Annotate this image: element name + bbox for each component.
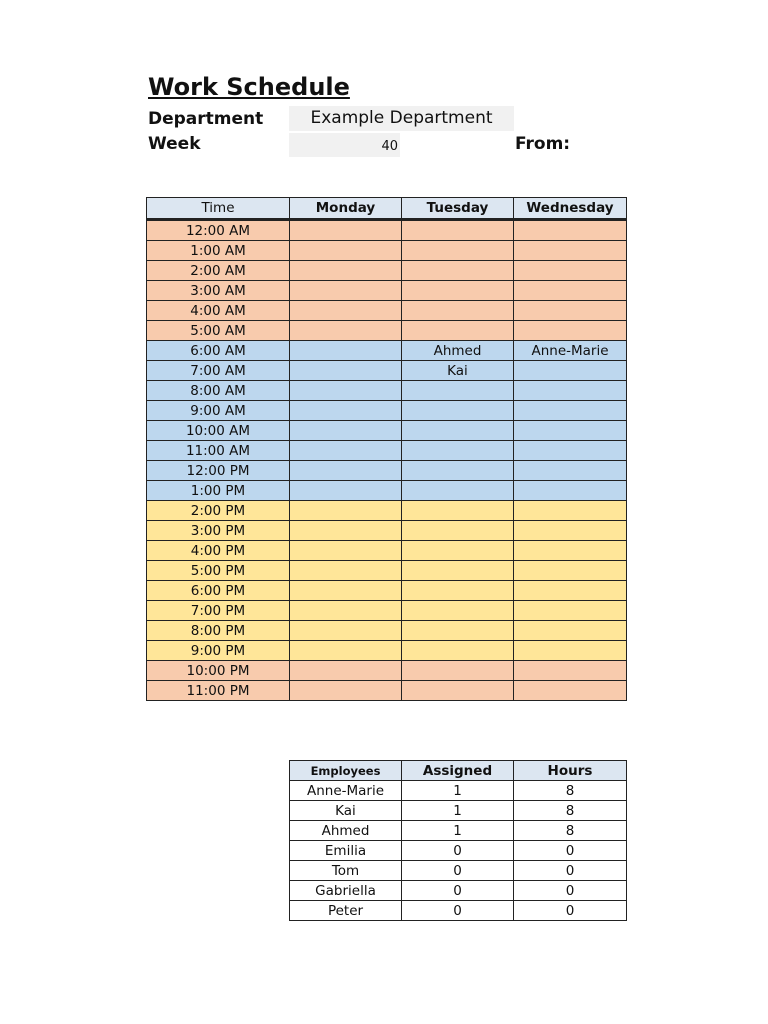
hours-cell: 0: [514, 881, 627, 901]
time-cell: 10:00 AM: [147, 421, 290, 441]
shift-cell-tuesday[interactable]: [402, 641, 514, 661]
column-header-hours: Hours: [514, 761, 627, 781]
hours-cell: 8: [514, 821, 627, 841]
employees-table: [289, 760, 627, 921]
shift-cell-wednesday[interactable]: [514, 661, 627, 681]
employee-row: [290, 801, 627, 821]
schedule-row: [147, 501, 627, 521]
column-header-employees: Employees: [290, 761, 402, 781]
shift-cell-tuesday[interactable]: [402, 581, 514, 601]
assigned-cell: 0: [402, 861, 514, 881]
page-title: Work Schedule: [148, 73, 350, 101]
week-field[interactable]: 40: [289, 133, 400, 157]
shift-cell-wednesday[interactable]: [514, 561, 627, 581]
shift-cell-monday[interactable]: [290, 341, 402, 361]
employee-name-cell: Tom: [290, 861, 402, 881]
week-label: Week: [148, 134, 201, 154]
time-cell: 2:00 PM: [147, 501, 290, 521]
employee-name-cell: Peter: [290, 901, 402, 921]
shift-cell-wednesday[interactable]: [514, 481, 627, 501]
hours-cell: 0: [514, 841, 627, 861]
employee-row: [290, 781, 627, 801]
schedule-row: [147, 481, 627, 501]
shift-cell-wednesday[interactable]: [514, 241, 627, 261]
schedule-row: [147, 541, 627, 561]
shift-cell-monday[interactable]: [290, 220, 402, 241]
shift-cell-wednesday[interactable]: [514, 681, 627, 701]
schedule-row: [147, 261, 627, 281]
employee-row: [290, 901, 627, 921]
time-cell: 8:00 AM: [147, 381, 290, 401]
schedule-row: [147, 661, 627, 681]
shift-cell-monday[interactable]: [290, 401, 402, 421]
shift-cell-monday[interactable]: [290, 561, 402, 581]
schedule-row: [147, 361, 627, 381]
shift-cell-monday[interactable]: [290, 581, 402, 601]
shift-cell-tuesday[interactable]: [402, 541, 514, 561]
column-header-time: Time: [147, 198, 290, 220]
shift-cell-monday[interactable]: [290, 241, 402, 261]
shift-cell-monday[interactable]: [290, 261, 402, 281]
shift-cell-monday[interactable]: [290, 381, 402, 401]
shift-cell-tuesday[interactable]: Kai: [402, 361, 514, 381]
assigned-cell: 0: [402, 841, 514, 861]
schedule-row: [147, 601, 627, 621]
shift-cell-monday[interactable]: [290, 641, 402, 661]
shift-cell-tuesday[interactable]: [402, 220, 514, 241]
shift-cell-wednesday[interactable]: [514, 401, 627, 421]
shift-cell-wednesday[interactable]: [514, 301, 627, 321]
shift-cell-tuesday[interactable]: [402, 501, 514, 521]
employee-name-cell: Ahmed: [290, 821, 402, 841]
schedule-row: [147, 401, 627, 421]
employee-row: [290, 821, 627, 841]
schedule-row: [147, 681, 627, 701]
shift-cell-wednesday[interactable]: [514, 220, 627, 241]
shift-cell-wednesday[interactable]: [514, 361, 627, 381]
assigned-cell: 0: [402, 881, 514, 901]
schedule-row: [147, 220, 627, 241]
time-cell: 12:00 AM: [147, 220, 290, 241]
shift-cell-tuesday[interactable]: Ahmed: [402, 341, 514, 361]
time-cell: 3:00 PM: [147, 521, 290, 541]
column-header-monday: Monday: [290, 198, 402, 220]
shift-cell-tuesday[interactable]: [402, 561, 514, 581]
schedule-row: [147, 301, 627, 321]
schedule-row: [147, 321, 627, 341]
shift-cell-monday[interactable]: [290, 461, 402, 481]
schedule-row: [147, 521, 627, 541]
shift-cell-monday[interactable]: [290, 421, 402, 441]
shift-cell-tuesday[interactable]: [402, 301, 514, 321]
shift-cell-monday[interactable]: [290, 681, 402, 701]
shift-cell-wednesday[interactable]: [514, 621, 627, 641]
employee-name-cell: Gabriella: [290, 881, 402, 901]
time-cell: 5:00 AM: [147, 321, 290, 341]
shift-cell-wednesday[interactable]: [514, 501, 627, 521]
time-cell: 6:00 PM: [147, 581, 290, 601]
shift-cell-wednesday[interactable]: Anne-Marie: [514, 341, 627, 361]
time-cell: 4:00 PM: [147, 541, 290, 561]
schedule-row: [147, 621, 627, 641]
hours-cell: 8: [514, 801, 627, 821]
shift-cell-monday[interactable]: [290, 281, 402, 301]
time-cell: 3:00 AM: [147, 281, 290, 301]
shift-cell-tuesday[interactable]: [402, 281, 514, 301]
schedule-row: [147, 281, 627, 301]
column-header-tuesday: Tuesday: [402, 198, 514, 220]
shift-cell-tuesday[interactable]: [402, 261, 514, 281]
schedule-row: [147, 581, 627, 601]
shift-cell-monday[interactable]: [290, 321, 402, 341]
schedule-row: [147, 241, 627, 261]
time-cell: 11:00 AM: [147, 441, 290, 461]
department-field[interactable]: Example Department: [289, 106, 514, 131]
employee-name-cell: Anne-Marie: [290, 781, 402, 801]
time-cell: 1:00 PM: [147, 481, 290, 501]
employees-header-row: [290, 761, 627, 781]
shift-cell-tuesday[interactable]: [402, 621, 514, 641]
employee-row: [290, 881, 627, 901]
time-cell: 7:00 PM: [147, 601, 290, 621]
schedule-row: [147, 561, 627, 581]
shift-cell-tuesday[interactable]: [402, 401, 514, 421]
shift-cell-wednesday[interactable]: [514, 421, 627, 441]
schedule-row: [147, 461, 627, 481]
employee-name-cell: Kai: [290, 801, 402, 821]
shift-cell-monday[interactable]: [290, 621, 402, 641]
shift-cell-wednesday[interactable]: [514, 281, 627, 301]
shift-cell-tuesday[interactable]: [402, 461, 514, 481]
shift-cell-wednesday[interactable]: [514, 461, 627, 481]
shift-cell-monday[interactable]: [290, 501, 402, 521]
shift-cell-monday[interactable]: [290, 301, 402, 321]
time-cell: 4:00 AM: [147, 301, 290, 321]
employee-row: [290, 861, 627, 881]
schedule-row: [147, 641, 627, 661]
hours-cell: 8: [514, 781, 627, 801]
shift-cell-wednesday[interactable]: [514, 601, 627, 621]
shift-cell-monday[interactable]: [290, 361, 402, 381]
schedule-row: [147, 341, 627, 361]
assigned-cell: 0: [402, 901, 514, 921]
column-header-wednesday: Wednesday: [514, 198, 627, 220]
time-cell: 9:00 PM: [147, 641, 290, 661]
assigned-cell: 1: [402, 801, 514, 821]
shift-cell-wednesday[interactable]: [514, 441, 627, 461]
shift-cell-wednesday[interactable]: [514, 581, 627, 601]
shift-cell-wednesday[interactable]: [514, 541, 627, 561]
time-cell: 12:00 PM: [147, 461, 290, 481]
shift-cell-tuesday[interactable]: [402, 481, 514, 501]
shift-cell-wednesday[interactable]: [514, 261, 627, 281]
shift-cell-wednesday[interactable]: [514, 521, 627, 541]
shift-cell-wednesday[interactable]: [514, 321, 627, 341]
department-label: Department: [148, 109, 264, 129]
schedule-header-row: [147, 198, 627, 220]
time-cell: 7:00 AM: [147, 361, 290, 381]
shift-cell-tuesday[interactable]: [402, 661, 514, 681]
time-cell: 2:00 AM: [147, 261, 290, 281]
shift-cell-monday[interactable]: [290, 441, 402, 461]
time-cell: 8:00 PM: [147, 621, 290, 641]
shift-cell-monday[interactable]: [290, 541, 402, 561]
from-label: From:: [515, 134, 571, 154]
employee-row: [290, 841, 627, 861]
shift-cell-monday[interactable]: [290, 481, 402, 501]
time-cell: 10:00 PM: [147, 661, 290, 681]
shift-cell-monday[interactable]: [290, 601, 402, 621]
time-cell: 5:00 PM: [147, 561, 290, 581]
schedule-row: [147, 421, 627, 441]
time-cell: 9:00 AM: [147, 401, 290, 421]
assigned-cell: 1: [402, 821, 514, 841]
shift-cell-monday[interactable]: [290, 521, 402, 541]
schedule-table: [146, 197, 627, 701]
shift-cell-tuesday[interactable]: [402, 381, 514, 401]
shift-cell-tuesday[interactable]: [402, 421, 514, 441]
time-cell: 11:00 PM: [147, 681, 290, 701]
shift-cell-wednesday[interactable]: [514, 641, 627, 661]
shift-cell-tuesday[interactable]: [402, 241, 514, 261]
assigned-cell: 1: [402, 781, 514, 801]
shift-cell-tuesday[interactable]: [402, 441, 514, 461]
hours-cell: 0: [514, 861, 627, 881]
schedule-row: [147, 441, 627, 461]
shift-cell-monday[interactable]: [290, 661, 402, 681]
column-header-assigned: Assigned: [402, 761, 514, 781]
shift-cell-tuesday[interactable]: [402, 681, 514, 701]
hours-cell: 0: [514, 901, 627, 921]
shift-cell-wednesday[interactable]: [514, 381, 627, 401]
time-cell: 1:00 AM: [147, 241, 290, 261]
shift-cell-tuesday[interactable]: [402, 601, 514, 621]
schedule-row: [147, 381, 627, 401]
shift-cell-tuesday[interactable]: [402, 321, 514, 341]
employee-name-cell: Emilia: [290, 841, 402, 861]
shift-cell-tuesday[interactable]: [402, 521, 514, 541]
time-cell: 6:00 AM: [147, 341, 290, 361]
